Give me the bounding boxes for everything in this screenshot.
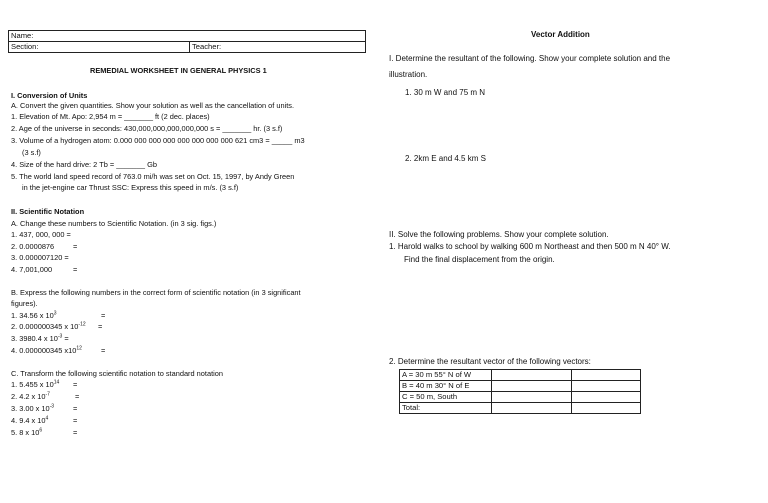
sci-b-eq-2: = — [98, 322, 103, 331]
vector-b-y-cell[interactable] — [572, 381, 641, 392]
vector-b-cell: B = 40 m 30° N of E — [400, 381, 492, 392]
sci-b-item-4-base: 4. 0.000000345 x10 — [11, 346, 77, 355]
vector-item-2: 2. 2km E and 4.5 km S — [405, 154, 486, 163]
part2-instruction-b-2: figures). — [11, 299, 38, 308]
sci-a-item-3: 3. 0.000007120 = — [11, 253, 69, 262]
vector-problem-2: 2. Determine the resultant vector of the following vectors: — [389, 357, 591, 366]
vector-part2-heading: II. Solve the following problems. Show your complete solution. — [389, 230, 609, 239]
part2-instruction-a: A. Change these numbers to Scientific Notation. (in 3 sig. figs.) — [11, 219, 217, 228]
sci-b-eq-4: = — [101, 346, 106, 355]
part2-instruction-c: C. Transform the following scientific notation to standard notation — [11, 369, 223, 378]
name-label: Name: — [11, 31, 34, 40]
conversion-item-3: 3. Volume of a hydrogen atom: 0.000 000 000 000 000 000 000 000 621 cm3 = _____ m3 — [11, 136, 305, 145]
conversion-item-4: 4. Size of the hard drive: 2 Tb = _______ Gb — [11, 160, 157, 169]
vector-title: Vector Addition — [531, 30, 590, 39]
sci-c-eq-3: = — [73, 404, 78, 413]
sci-c-item-4-base: 4. 9.4 x 10 — [11, 416, 46, 425]
sci-c-item-3-base: 3. 3.00 x 10 — [11, 404, 50, 413]
section-field[interactable] — [9, 42, 190, 53]
sci-c-eq-1: = — [73, 380, 78, 389]
conversion-item-5: 5. The world land speed record of 763.0 mi/h was set on Oct. 15, 1997, by Andy Green — [11, 172, 295, 181]
sci-c-item-4-exp: 4 — [45, 415, 49, 422]
vector-part1-line1: I. Determine the resultant of the following. Show your complete solution and the — [389, 54, 671, 63]
sci-b-item-1-exp: 3 — [53, 310, 57, 317]
table-row — [400, 403, 641, 414]
vector-problem-1-line2: Find the final displacement from the origin. — [404, 255, 555, 264]
sci-b-item-3-exp: -3 — [57, 333, 63, 340]
sci-a-item-1: 1. 437, 000, 000 = — [11, 230, 71, 239]
sci-c-item-5-exp: 6 — [39, 427, 43, 434]
sci-a-item-4: 4. 7,001,000 — [11, 265, 53, 274]
sci-b-item-2-exp: -12 — [78, 321, 86, 328]
conversion-item-1: 1. Elevation of Mt. Apo: 2,954 m = _______ ft (2 dec. places) — [11, 112, 210, 121]
sci-a-item-2: 2. 0.0000876 — [11, 242, 55, 251]
sci-b-eq-1: = — [101, 311, 106, 320]
sci-b-item-3-base: 3. 3980.4 x 10 — [11, 334, 58, 343]
sci-c-item-1-exp: 14 — [53, 379, 60, 386]
sci-b-item-2-base: 2. 0.000000345 x 10 — [11, 322, 79, 331]
sci-c-eq-2: = — [75, 392, 80, 401]
sci-c-item-3-exp: -3 — [49, 403, 55, 410]
sci-a-eq-2: = — [73, 242, 78, 251]
teacher-label: Teacher: — [192, 42, 222, 51]
part1-instruction: A. Convert the given quantities. Show your solution as well as the cancellation of units. — [11, 101, 295, 110]
vector-c-x-cell[interactable] — [492, 392, 572, 403]
sci-c-eq-4: = — [73, 416, 78, 425]
sci-c-item-3 — [11, 404, 54, 415]
table-row — [400, 370, 641, 381]
part2-instruction-b-1: B. Express the following numbers in the correct form of scientific notation (in 3 significant — [11, 288, 301, 297]
vector-b-x-cell[interactable] — [492, 381, 572, 392]
vector-c-y-cell[interactable] — [572, 392, 641, 403]
vector-c-cell: C = 50 m, South — [400, 392, 492, 403]
sci-a-eq-4: = — [73, 265, 78, 274]
sci-b-eq-3: = — [64, 334, 69, 343]
teacher-field[interactable] — [190, 42, 366, 53]
part2-heading: II. Scientific Notation — [11, 207, 85, 216]
sci-c-item-1 — [11, 380, 59, 391]
sci-c-eq-5: = — [73, 428, 78, 437]
sci-b-item-4 — [11, 346, 82, 357]
vector-item-1: 1. 30 m W and 75 m N — [405, 88, 486, 97]
section-label: Section: — [11, 42, 39, 51]
sci-c-item-5-base: 5. 8 x 10 — [11, 428, 40, 437]
vector-a-y-cell[interactable] — [572, 370, 641, 381]
worksheet-title: REMEDIAL WORKSHEET IN GENERAL PHYSICS 1 — [90, 66, 267, 75]
sci-c-item-1-base: 1. 5.455 x 10 — [11, 380, 54, 389]
total-x-cell[interactable] — [492, 403, 572, 414]
sci-c-item-2-base: 2. 4.2 x 10 — [11, 392, 46, 401]
vector-a-cell: A = 30 m 55° N of W — [400, 370, 492, 381]
sci-b-item-1-base: 1. 34.56 x 10 — [11, 311, 54, 320]
conversion-item-5-cont: in the jet-engine car Thrust SSC: Express this speed in m/s. (3 s.f) — [22, 183, 239, 192]
table-row — [400, 392, 641, 403]
vectors-table — [399, 369, 641, 414]
sci-c-item-2-exp: -7 — [45, 391, 50, 398]
student-info-table — [8, 30, 366, 53]
vector-problem-1-line1: 1. Harold walks to school by walking 600 m Northeast and then 500 m N 40° W. — [389, 242, 671, 251]
conversion-item-2: 2. Age of the universe in seconds: 430,000,000,000,000,000 s = _______ hr. (3 s.f) — [11, 124, 283, 133]
total-y-cell[interactable] — [572, 403, 641, 414]
sci-c-item-2 — [11, 392, 50, 403]
sci-b-item-2 — [11, 322, 86, 333]
sci-c-item-4 — [11, 416, 48, 427]
sci-b-item-4-exp: 12 — [76, 345, 82, 352]
part1-heading: I. Conversion of Units — [11, 91, 88, 100]
sci-b-item-1 — [11, 311, 57, 322]
sci-c-item-5 — [11, 428, 42, 439]
vector-part1-line2: illustration. — [389, 70, 428, 79]
sci-b-item-3 — [11, 334, 69, 345]
conversion-item-3-note: (3 s.f) — [22, 148, 41, 157]
name-field[interactable] — [9, 31, 366, 42]
total-cell: Total: — [400, 403, 492, 414]
vector-a-x-cell[interactable] — [492, 370, 572, 381]
table-row — [400, 381, 641, 392]
